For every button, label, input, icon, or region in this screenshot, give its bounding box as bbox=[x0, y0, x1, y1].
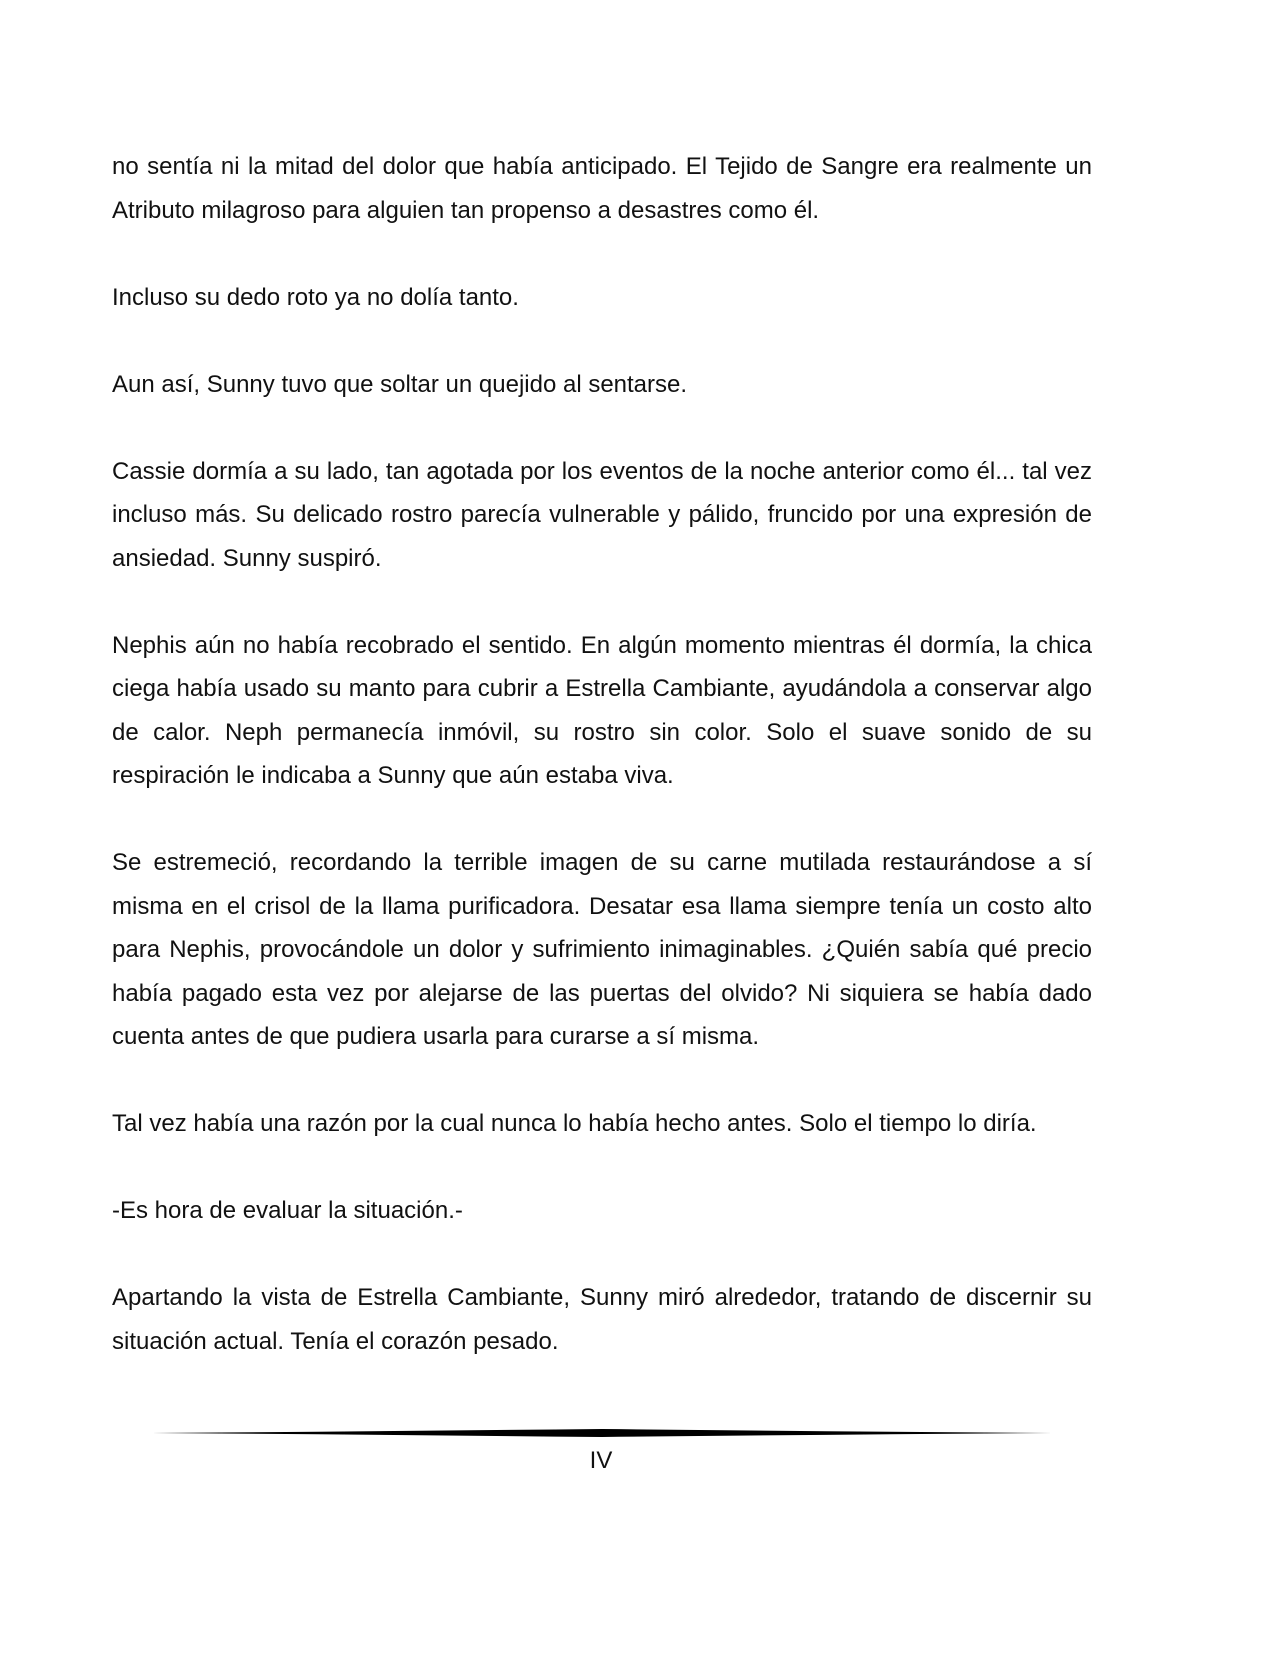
paragraph: Aun así, Sunny tuvo que soltar un quejido al sentarse. bbox=[112, 370, 688, 398]
paragraph: Nephis aún no había recobrado el sentido. En algún momento mientras él dormía, la chica ciega había usado su manto para cubrir a Estrella Cambiante, ayudándola a conservar algo de calor. Neph permanecía inmóvil, su rostro sin color. Solo el suave sonido de su respiración le indicaba a Sunny que aún estaba viva. bbox=[112, 631, 1092, 789]
paragraph: no sentía ni la mitad del dolor que había anticipado. El Tejido de Sangre era realmente un Atributo milagroso para alguien tan propenso a desastres como él. bbox=[112, 153, 1092, 224]
paragraph: Tal vez había una razón por la cual nunca lo había hecho antes. Solo el tiempo lo diría. bbox=[112, 1110, 1037, 1137]
paragraph: Cassie dormía a su lado, tan agotada por los eventos de la noche anterior como él... tal vez incluso más. Su delicado rostro parecía vulnerable y pálido, fruncido por una expresión de ansiedad. Sunny suspiró. bbox=[112, 457, 1092, 572]
paragraph: Incluso su dedo roto ya no dolía tanto. bbox=[112, 283, 519, 311]
paragraph: Se estremeció, recordando la terrible imagen de su carne mutilada restaurándose a sí misma en el crisol de la llama purificadora. Desatar esa llama siempre tenía un costo alto para Nephis, provocándole un dolor y sufrimiento inimaginables. ¿Quién sabía qué precio había pagado esta vez por alejarse de las puertas del olvido? Ni siquiera se había dado cuenta antes de que pudiera usarla para curarse a sí misma. bbox=[112, 849, 1092, 1050]
paragraph: -Es hora de evaluar la situación.- bbox=[112, 1197, 463, 1224]
footer-divider bbox=[152, 1426, 1052, 1440]
paragraph: Apartando la vista de Estrella Cambiante, Sunny miró alrededor, tratando de discernir su situación actual. Tenía el corazón pesado. bbox=[112, 1284, 1092, 1355]
page-number: IV bbox=[589, 1447, 613, 1474]
footer-divider-swash bbox=[152, 1429, 1052, 1437]
body-text bbox=[112, 145, 1092, 1363]
